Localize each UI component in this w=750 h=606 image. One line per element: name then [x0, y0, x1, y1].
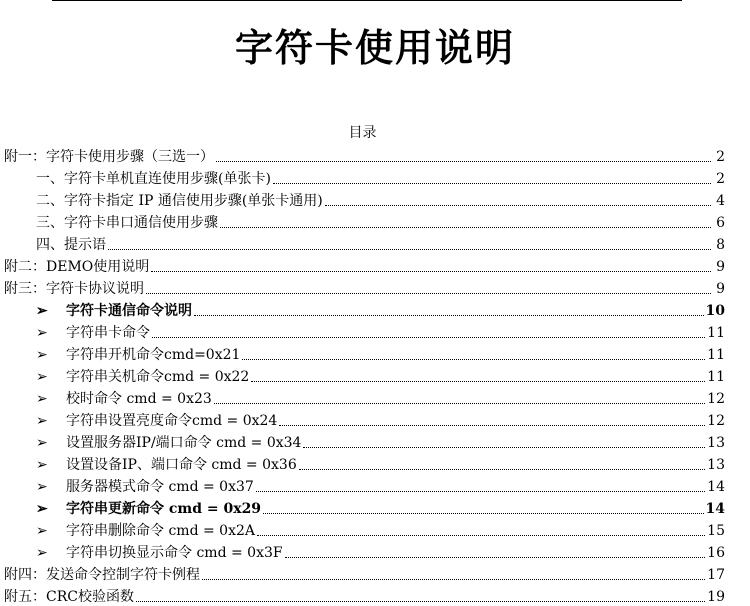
toc-dot-leader [202, 579, 705, 580]
toc-entry[interactable] [0, 298, 725, 320]
document-title: 字符卡使用说明 [234, 26, 515, 70]
toc-page-number: 17 [707, 567, 725, 583]
toc-dot-leader [151, 271, 711, 272]
toc-entry[interactable] [0, 210, 725, 232]
toc-page-number: 14 [707, 479, 725, 495]
bullet-arrow-icon: ➢ [36, 303, 48, 319]
toc-dot-leader [152, 337, 705, 338]
toc-entry[interactable] [0, 518, 725, 540]
toc-entry-label: 字符串更新命令 cmd = 0x29 [66, 501, 262, 517]
toc-dot-leader [285, 557, 706, 558]
toc-page-number: 2 [716, 171, 725, 187]
table-of-contents [0, 144, 725, 606]
toc-entry-label: 字符卡通信命令说明 [66, 303, 192, 319]
bullet-arrow-icon: ➢ [36, 545, 48, 561]
toc-entry-label: 服务器模式命令 cmd = 0x37 [66, 479, 254, 495]
toc-entry-label: 附三：字符卡协议说明 [4, 281, 144, 297]
toc-page-number: 11 [707, 325, 725, 341]
toc-entry[interactable] [0, 364, 725, 386]
toc-entry[interactable] [0, 188, 725, 210]
bullet-arrow-icon: ➢ [36, 413, 48, 429]
toc-dot-leader [256, 491, 705, 492]
toc-dot-leader [303, 447, 705, 448]
toc-page-number: 11 [707, 347, 725, 363]
toc-heading: 目录 [348, 125, 377, 141]
toc-page-number: 8 [716, 237, 725, 253]
bullet-arrow-icon: ➢ [36, 347, 48, 363]
toc-entry-label: 一、字符卡单机直连使用步骤(单张卡) [36, 171, 271, 187]
toc-page-number: 13 [707, 457, 725, 473]
toc-dot-leader [257, 535, 705, 536]
toc-entry-label: 字符串开机命令cmd=0x21 [66, 347, 241, 363]
toc-entry-label: 字符串设置亮度命令cmd = 0x24 [66, 413, 278, 429]
bullet-arrow-icon: ➢ [36, 391, 48, 407]
toc-dot-leader [279, 425, 705, 426]
bullet-arrow-icon: ➢ [36, 479, 48, 495]
toc-page-number: 19 [707, 589, 725, 605]
toc-page-number: 9 [716, 259, 725, 275]
toc-entry[interactable] [0, 496, 725, 518]
toc-dot-leader [220, 227, 711, 228]
toc-page-number: 9 [716, 281, 725, 297]
toc-dot-leader [263, 513, 703, 514]
toc-entry-label: 校时命令 cmd = 0x23 [66, 391, 212, 407]
toc-entry-label: 字符串删除命令 cmd = 0x2A [66, 523, 255, 539]
toc-entry[interactable] [0, 452, 725, 474]
toc-entry[interactable] [0, 232, 725, 254]
toc-dot-leader [146, 293, 711, 294]
toc-entry[interactable] [0, 584, 725, 606]
toc-entry-label: 字符串卡命令 [66, 325, 150, 341]
toc-entry-label: 设置服务器IP/端口命令 cmd = 0x34 [66, 435, 302, 451]
toc-page-number: 6 [716, 215, 725, 231]
toc-entry[interactable] [0, 386, 725, 408]
toc-entry-label: 设置设备IP、端口命令 cmd = 0x36 [66, 457, 297, 473]
bullet-arrow-icon: ➢ [36, 435, 48, 451]
toc-dot-leader [273, 183, 711, 184]
toc-entry-label: 附四：发送命令控制字符卡例程 [4, 567, 200, 583]
toc-dot-leader [194, 315, 704, 316]
toc-entry[interactable] [0, 430, 725, 452]
toc-page-number: 12 [707, 391, 725, 407]
bullet-arrow-icon: ➢ [36, 523, 48, 539]
toc-entry-label: 字符串关机命令cmd = 0x22 [66, 369, 250, 385]
toc-page-number: 16 [707, 545, 725, 561]
toc-entry[interactable] [0, 540, 725, 562]
toc-entry[interactable] [0, 474, 725, 496]
toc-entry[interactable] [0, 408, 725, 430]
toc-entry[interactable] [0, 320, 725, 342]
toc-dot-leader [251, 381, 705, 382]
toc-page-number: 10 [705, 303, 725, 319]
toc-page-number: 11 [707, 369, 725, 385]
toc-dot-leader [108, 249, 711, 250]
toc-dot-leader [216, 161, 711, 162]
toc-entry[interactable] [0, 562, 725, 584]
toc-entry-label: 附五：CRC校验函数 [4, 589, 134, 605]
toc-entry-label: 附二：DEMO使用说明 [4, 259, 150, 275]
toc-entry-label: 二、字符卡指定 IP 通信使用步骤(单张卡通用) [36, 193, 323, 209]
toc-dot-leader [325, 205, 711, 206]
toc-entry[interactable] [0, 276, 725, 298]
toc-page-number: 14 [705, 501, 725, 517]
toc-entry-label: 四、提示语 [36, 237, 106, 253]
toc-entry[interactable] [0, 342, 725, 364]
toc-page-number: 12 [707, 413, 725, 429]
bullet-arrow-icon: ➢ [36, 369, 48, 385]
toc-entry-label: 字符串切换显示命令 cmd = 0x3F [66, 545, 283, 561]
header-rule [52, 0, 682, 1]
toc-entry-label: 附一：字符卡使用步骤（三选一） [4, 149, 214, 165]
toc-page-number: 13 [707, 435, 725, 451]
toc-page-number: 15 [707, 523, 725, 539]
bullet-arrow-icon: ➢ [36, 457, 48, 473]
bullet-arrow-icon: ➢ [36, 501, 48, 517]
toc-page-number: 2 [716, 149, 725, 165]
toc-entry[interactable] [0, 144, 725, 166]
bullet-arrow-icon: ➢ [36, 325, 48, 341]
toc-dot-leader [299, 469, 705, 470]
toc-entry[interactable] [0, 166, 725, 188]
toc-dot-leader [242, 359, 705, 360]
toc-page-number: 4 [716, 193, 725, 209]
toc-dot-leader [214, 403, 705, 404]
toc-entry[interactable] [0, 254, 725, 276]
toc-entry-label: 三、字符卡串口通信使用步骤 [36, 215, 218, 231]
